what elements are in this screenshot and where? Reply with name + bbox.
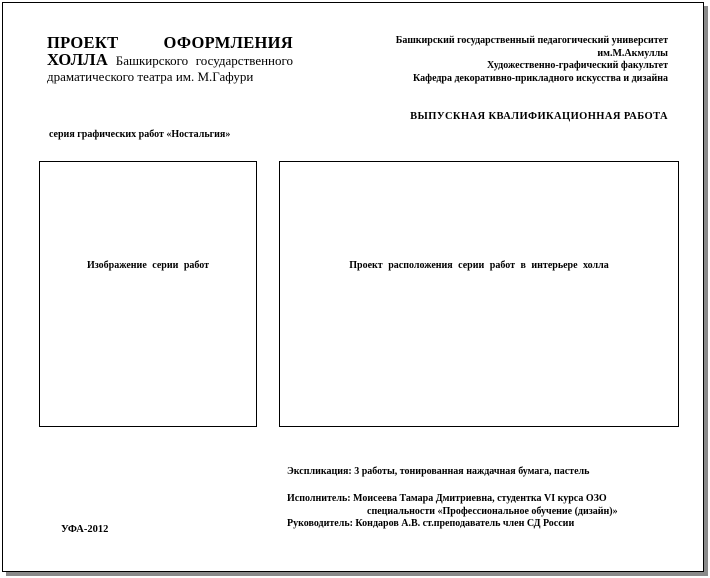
exposition-note: Экспликация: 3 работы, тонированная наждачная бумага, пастель	[287, 466, 590, 477]
artwork-frame	[39, 161, 257, 427]
executor-line: Исполнитель: Моисеева Тамара Дмитриевна, студентка VI курса ОЗО	[287, 493, 607, 504]
supervisor-line: Руководитель: Кондаров А.В. ст.преподаватель член СД России	[287, 518, 575, 529]
series-caption: серия графических работ «Ностальгия»	[49, 129, 231, 140]
credits-block	[287, 493, 618, 531]
institution-block	[308, 35, 668, 85]
diploma-sheet	[2, 2, 704, 572]
city-year: УФА-2012	[61, 524, 109, 535]
project-title-sub: Башкирского государственного драматического театра им. М.Гафури	[47, 53, 294, 84]
interior-project-label: Проект расположения серии работ в интерьере холла	[349, 260, 609, 271]
project-title	[47, 35, 293, 85]
artwork-frame-label: Изображение серии работ	[86, 260, 210, 271]
faculty-name: Художественно-графический факультет	[486, 60, 668, 71]
work-type: ВЫПУСКНАЯ КВАЛИФИКАЦИОННАЯ РАБОТА	[410, 111, 668, 122]
executor-specialty: специальности «Профессиональное обучение (дизайн)»	[367, 505, 618, 517]
department-name: Кафедра декоративно-прикладного искусства и дизайна	[413, 72, 668, 84]
university-name-cont: им.М.Акмуллы	[597, 47, 668, 59]
interior-project-frame	[279, 161, 679, 427]
project-title-main: ПРОЕКТ ОФОРМЛЕНИЯ ХОЛЛА	[47, 33, 293, 69]
university-name: Башкирский государственный педагогический университет	[395, 35, 668, 46]
